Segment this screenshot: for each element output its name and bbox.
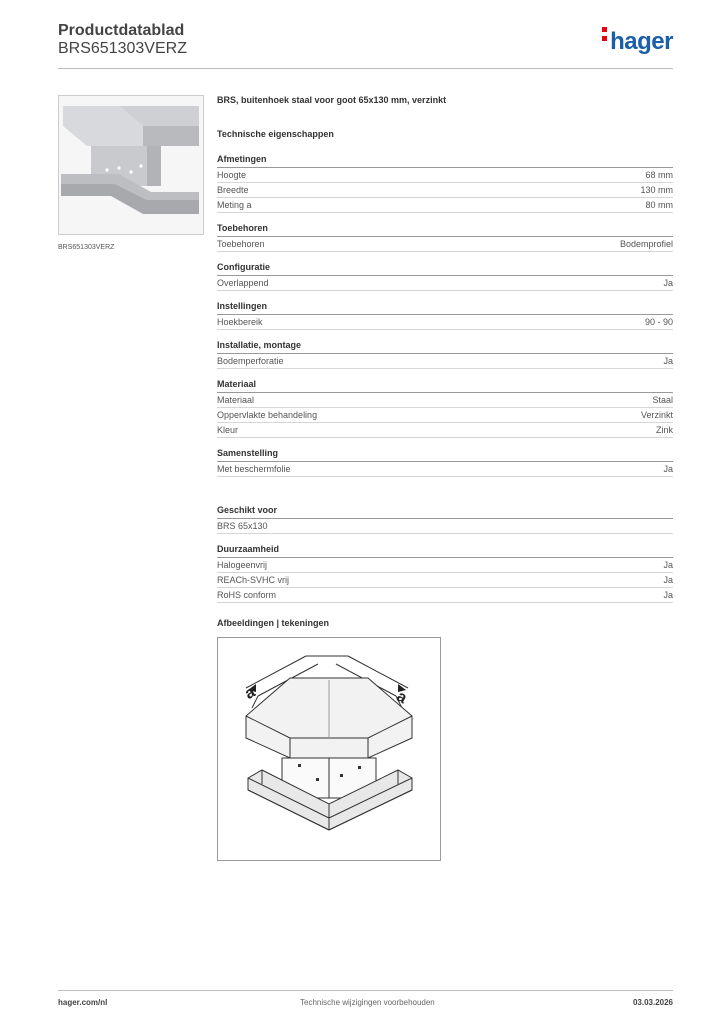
spec-row xyxy=(217,237,673,252)
spec-value: Bodemprofiel xyxy=(619,239,673,249)
footer-date: 03.03.2026 xyxy=(632,998,673,1007)
spec-value: 80 mm xyxy=(645,200,673,210)
section-title: Afmetingen xyxy=(217,153,673,168)
section-title: Toebehoren xyxy=(217,222,673,237)
spec-value: Staal xyxy=(652,395,673,405)
logo-text: hager xyxy=(610,28,673,55)
spec-value: Ja xyxy=(663,560,673,570)
spec-row xyxy=(217,588,673,603)
spec-row xyxy=(217,183,673,198)
spec-row xyxy=(217,276,673,291)
section-title: Installatie, montage xyxy=(217,339,673,354)
spec-section-afmetingen xyxy=(217,153,673,213)
spec-label: RoHS conform xyxy=(217,590,277,600)
spec-row xyxy=(217,315,673,330)
spec-row xyxy=(217,558,673,573)
spec-label: Hoogte xyxy=(217,170,247,180)
header-divider xyxy=(58,68,673,69)
product-code: BRS651303VERZ xyxy=(58,40,187,57)
spec-section-toebehoren xyxy=(217,222,673,252)
spec-value: 68 mm xyxy=(645,170,673,180)
spec-value: Verzinkt xyxy=(640,410,673,420)
spec-row xyxy=(217,519,673,534)
spec-row xyxy=(217,573,673,588)
spec-label: BRS 65x130 xyxy=(217,521,268,531)
section-title: Geschikt voor xyxy=(217,504,673,519)
doc-title: Productdatablad xyxy=(58,22,185,39)
tech-properties-heading: Technische eigenschappen xyxy=(217,129,334,139)
page-header xyxy=(58,20,673,70)
section-title: Configuratie xyxy=(217,261,673,276)
spec-row xyxy=(217,168,673,183)
photo-caption: BRS651303VERZ xyxy=(58,244,115,251)
spec-value: Ja xyxy=(663,278,673,288)
spec-label: Toebehoren xyxy=(217,239,265,249)
dimension-label-left: a xyxy=(242,683,259,703)
hager-logo xyxy=(602,28,673,56)
spec-section-installatie xyxy=(217,339,673,369)
spec-row xyxy=(217,198,673,213)
spec-label: Kleur xyxy=(217,425,239,435)
spec-section-configuratie xyxy=(217,261,673,291)
spec-section-samenstelling xyxy=(217,447,673,477)
technical-drawing-svg xyxy=(218,638,440,860)
section-title: Materiaal xyxy=(217,378,673,393)
product-photo xyxy=(58,95,204,235)
spec-section-materiaal xyxy=(217,378,673,438)
section-title: Samenstelling xyxy=(217,447,673,462)
spec-row xyxy=(217,408,673,423)
section-title: Instellingen xyxy=(217,300,673,315)
spec-value: 130 mm xyxy=(640,185,673,195)
spec-section-duurzaamheid xyxy=(217,543,673,603)
spec-value: Ja xyxy=(663,356,673,366)
footer-disclaimer: Technische wijzigingen voorbehouden xyxy=(300,998,435,1007)
spec-value: 90 - 90 xyxy=(644,317,673,327)
spec-row xyxy=(217,393,673,408)
spec-value: Ja xyxy=(663,590,673,600)
spec-value: Ja xyxy=(663,464,673,474)
spec-label: Materiaal xyxy=(217,395,255,405)
spec-row xyxy=(217,354,673,369)
spec-content xyxy=(217,95,673,612)
footer-divider xyxy=(58,990,673,991)
spec-section-geschikt-voor xyxy=(217,504,673,534)
dimension-label-right: a xyxy=(393,687,410,708)
spec-label: Halogeenvrij xyxy=(217,560,268,570)
spec-label: REACh-SVHC vrij xyxy=(217,575,290,585)
spec-label: Overlappend xyxy=(217,278,269,288)
technical-drawing xyxy=(217,637,441,861)
spec-row xyxy=(217,423,673,438)
spec-label: Oppervlakte behandeling xyxy=(217,410,318,420)
spec-row xyxy=(217,462,673,477)
spec-section-instellingen xyxy=(217,300,673,330)
spec-label: Meting a xyxy=(217,200,252,210)
product-description: BRS, buitenhoek staal voor goot 65x130 mm, verzinkt xyxy=(217,95,447,105)
spec-value: Ja xyxy=(663,575,673,585)
spec-label: Met beschermfolie xyxy=(217,464,291,474)
section-gap xyxy=(217,486,673,504)
logo-dots-icon xyxy=(602,27,608,45)
spec-label: Hoekbereik xyxy=(217,317,263,327)
spec-label: Breedte xyxy=(217,185,249,195)
spec-value: Zink xyxy=(655,425,673,435)
figures-heading: Afbeeldingen | tekeningen xyxy=(217,618,330,628)
spec-label: Bodemperforatie xyxy=(217,356,284,366)
product-photo-image xyxy=(59,96,203,234)
section-title: Duurzaamheid xyxy=(217,543,673,558)
footer-website-link[interactable]: hager.com/nl xyxy=(58,998,108,1007)
